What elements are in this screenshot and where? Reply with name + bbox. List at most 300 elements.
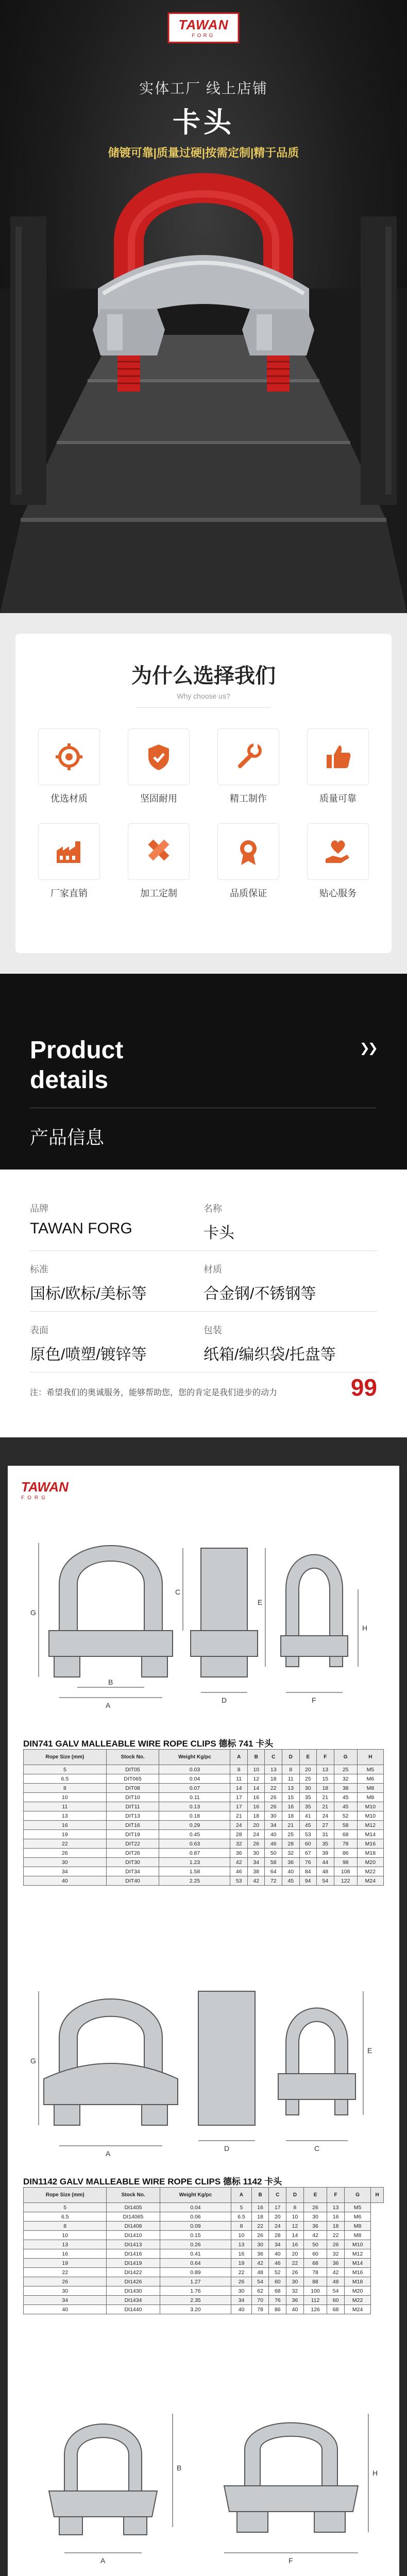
table-cell: M14: [344, 2259, 370, 2268]
table-cell: 40: [24, 1876, 107, 1886]
why-item-durable: [125, 728, 192, 805]
table-cell: M20: [357, 1858, 383, 1867]
details-title-line1: Product: [30, 1037, 124, 1064]
svg-text:E: E: [258, 1598, 263, 1606]
table-cell: 76: [269, 2296, 286, 2305]
table-cell: 27: [317, 1821, 334, 1830]
table-cell: 0.26: [160, 2240, 231, 2249]
why-item-material: [36, 728, 103, 805]
table-cell: DIT05: [106, 1765, 159, 1774]
table-cell: DIT065: [106, 1774, 159, 1784]
table-cell: 53: [299, 1830, 317, 1839]
table-cell: 0.04: [159, 1774, 230, 1784]
table-cell: 48: [251, 2268, 269, 2277]
column-header: E: [299, 1750, 317, 1765]
table-cell: 42: [251, 2259, 269, 2268]
table-cell: 24: [230, 1821, 248, 1830]
heart-hand-icon: [307, 823, 369, 880]
table-cell: 54: [327, 2286, 345, 2296]
hero-banner: [0, 0, 407, 613]
table-cell: 68: [334, 1830, 357, 1839]
table-cell: 36: [303, 2222, 327, 2231]
table-cell: 68: [303, 2259, 327, 2268]
table-cell: M22: [344, 2296, 370, 2305]
svg-text:D: D: [222, 1696, 227, 1704]
info-value: 原色/喷塑/镀锌等: [30, 1346, 147, 1363]
table-cell: 28: [269, 2231, 286, 2240]
info-cell-standard: [30, 1251, 204, 1312]
table-cell: 26: [251, 2231, 269, 2240]
table-caption-din741: DIN741 GALV MALLEABLE WIRE ROPE CLIPS 德标 741 卡头: [23, 1739, 274, 1749]
table-cell: 13: [24, 1811, 107, 1821]
table-cell: 0.03: [159, 1765, 230, 1774]
brand-sub: FORG: [192, 33, 215, 39]
column-header: Weight Kg/pc: [160, 2188, 231, 2203]
table-cell: 54: [251, 2277, 269, 2286]
table-cell: 19: [24, 1830, 107, 1839]
table-cell: 0.45: [159, 1830, 230, 1839]
table-row: [24, 2249, 384, 2259]
shield-icon: [128, 728, 190, 785]
table-cell: 38: [334, 1784, 357, 1793]
table-cell: 15: [282, 1793, 300, 1802]
table-cell: 1.23: [159, 1858, 230, 1867]
table-cell: M8: [357, 1793, 383, 1802]
table-cell: 26: [231, 2277, 252, 2286]
table-cell: DI1413: [107, 2240, 160, 2249]
table-cell: 6.5: [231, 2212, 252, 2222]
column-header: F: [317, 1750, 334, 1765]
table-cell: 24: [317, 1811, 334, 1821]
table-cell: 18: [265, 1774, 282, 1784]
table-cell: 16: [247, 1793, 265, 1802]
table-cell: M16: [344, 2268, 370, 2277]
table-cell: 34: [24, 1867, 107, 1876]
details-subtitle: 产品信息: [30, 1127, 105, 1148]
table-cell: 40: [269, 2249, 286, 2259]
column-header: Stock No.: [106, 1750, 159, 1765]
table-cell: 34: [247, 1858, 265, 1867]
table-cell: 38: [247, 1867, 265, 1876]
spec-tables-section: [0, 1437, 407, 2576]
table-cell: 52: [269, 2268, 286, 2277]
table-cell: 42: [230, 1858, 248, 1867]
table-cell: 26: [327, 2240, 345, 2249]
table-cell: 40: [231, 2305, 252, 2314]
why-item-service: [304, 823, 371, 900]
table-cell: 16: [327, 2212, 345, 2222]
table-cell: 14: [247, 1784, 265, 1793]
product-details-header: [0, 974, 407, 1170]
info-key: 品牌: [30, 1204, 48, 1214]
ruler-pencil-icon: [128, 823, 190, 880]
table-cell: 34: [265, 1821, 282, 1830]
table-row: [24, 1784, 384, 1793]
table-cell: M12: [344, 2249, 370, 2259]
info-row: [30, 1190, 377, 1251]
table-cell: 24: [247, 1830, 265, 1839]
double-chevron-icon: ❯❯: [359, 1041, 376, 1055]
info-key: 标准: [30, 1264, 48, 1275]
din741-diagram: [28, 1512, 379, 1728]
table-cell: 42: [247, 1876, 265, 1886]
table-row: [24, 2259, 384, 2268]
why-item-factory: [36, 823, 103, 900]
table-cell: 19: [24, 2259, 107, 2268]
badge-icon: [217, 823, 279, 880]
table-row: [24, 1849, 384, 1858]
table-cell: 8: [282, 1765, 300, 1774]
table-cell: 31: [317, 1830, 334, 1839]
table-row: [24, 1876, 384, 1886]
table-row: [24, 1867, 384, 1876]
table-cell: 22: [265, 1784, 282, 1793]
table-cell: 26: [303, 2203, 327, 2212]
why-item-reliable: [304, 728, 371, 805]
table-cell: 16: [251, 2203, 269, 2212]
table-cell: 10: [247, 1765, 265, 1774]
table-cell: DI1408: [107, 2222, 160, 2231]
table-cell: 13: [265, 1765, 282, 1774]
table-cell: 86: [334, 1849, 357, 1858]
table-cell: 32: [334, 1774, 357, 1784]
table-cell: 16: [247, 1802, 265, 1811]
table-cell: 15: [317, 1774, 334, 1784]
svg-text:G: G: [30, 1608, 36, 1617]
table-cell: 13: [24, 2240, 107, 2249]
table-cell: DI1440: [107, 2305, 160, 2314]
wrench-icon: [217, 728, 279, 785]
table-cell: 21: [230, 1811, 248, 1821]
table-row: [24, 1811, 384, 1821]
svg-text:B: B: [177, 2464, 182, 2472]
table-cell: 30: [299, 1784, 317, 1793]
table-cell: 30: [251, 2240, 269, 2249]
table-cell: DIT30: [106, 1858, 159, 1867]
table-cell: 16: [286, 2240, 304, 2249]
din1142-table: [23, 2187, 384, 2314]
table-cell: 52: [334, 1811, 357, 1821]
din741-table: [23, 1749, 384, 1886]
table-header-row: [24, 2188, 384, 2203]
table-cell: M12: [357, 1821, 383, 1830]
column-header: G: [334, 1750, 357, 1765]
table-cell: 35: [299, 1793, 317, 1802]
table-cell: DI1416: [107, 2249, 160, 2259]
table-cell: 11: [230, 1774, 248, 1784]
table-cell: 30: [247, 1849, 265, 1858]
why-label: 坚固耐用: [140, 793, 177, 804]
table-cell: DIT13: [106, 1811, 159, 1821]
table-cell: 18: [247, 1811, 265, 1821]
table-cell: 78: [303, 2268, 327, 2277]
why-card: [15, 634, 392, 953]
column-header: Stock No.: [107, 2188, 160, 2203]
table-cell: 32: [230, 1839, 248, 1849]
why-item-quality: [215, 823, 282, 900]
table-cell: 35: [299, 1802, 317, 1811]
table-cell: 35: [317, 1839, 334, 1849]
table-cell: M10: [357, 1811, 383, 1821]
table-cell: 22: [24, 1839, 107, 1849]
table-cell: 17: [230, 1802, 248, 1811]
table-cell: 13: [317, 1765, 334, 1774]
table-cell: 0.89: [160, 2268, 231, 2277]
table-cell: 32: [286, 2286, 304, 2296]
table-row: [24, 1765, 384, 1774]
svg-text:F: F: [312, 1696, 316, 1704]
table-cell: 22: [327, 2231, 345, 2240]
info-key: 名称: [204, 1204, 222, 1214]
info-row: [30, 1312, 377, 1372]
column-header: B: [251, 2188, 269, 2203]
table-cell: 1.58: [159, 1867, 230, 1876]
column-header: G: [344, 2188, 370, 2203]
table-header-row: [24, 1750, 384, 1765]
table-cell: 12: [286, 2222, 304, 2231]
table-cell: 30: [24, 1858, 107, 1867]
table-cell: 21: [317, 1793, 334, 1802]
table-cell: 22: [251, 2222, 269, 2231]
table-cell: 30: [24, 2286, 107, 2296]
table-cell: 72: [265, 1876, 282, 1886]
table-cell: DI1422: [107, 2268, 160, 2277]
table-cell: 16: [282, 1802, 300, 1811]
info-cell-material: [204, 1251, 377, 1312]
table-cell: 0.15: [160, 2231, 231, 2240]
table-cell: M24: [357, 1876, 383, 1886]
column-header: Weight Kg/pc: [159, 1750, 230, 1765]
column-header: H: [357, 1750, 383, 1765]
table-caption-din1142: DIN1142 GALV MALLEABLE WIRE ROPE CLIPS 德标 1142 卡头: [23, 2177, 282, 2187]
table-cell: 8: [24, 2222, 107, 2231]
table-cell: 45: [282, 1876, 300, 1886]
table-cell: 26: [265, 1802, 282, 1811]
why-item-craft: [215, 728, 282, 805]
table-cell: DI1410: [107, 2231, 160, 2240]
table-cell: 20: [299, 1765, 317, 1774]
hero-tags: 储镀可靠|质量过硬|按需定制|精于品质: [108, 146, 299, 159]
svg-text:G: G: [30, 2057, 36, 2065]
info-row: [30, 1251, 377, 1312]
why-item-custom: [125, 823, 192, 900]
table-cell: M20: [344, 2286, 370, 2296]
table-cell: 67: [299, 1849, 317, 1858]
table-row: [24, 1858, 384, 1867]
table-cell: 8: [230, 1765, 248, 1774]
why-label: 贴心服务: [319, 888, 357, 899]
svg-text:A: A: [106, 2149, 111, 2158]
table-cell: 76: [299, 1858, 317, 1867]
table-cell: 28: [230, 1830, 248, 1839]
table-cell: 32: [282, 1849, 300, 1858]
table-cell: 58: [334, 1821, 357, 1830]
svg-text:H: H: [362, 1624, 368, 1632]
svg-text:C: C: [314, 2144, 320, 2153]
brand-name: TAWAN: [178, 17, 229, 32]
table-row: [24, 2296, 384, 2305]
table-cell: 98: [334, 1858, 357, 1867]
table-cell: 2.25: [159, 1876, 230, 1886]
table-cell: 0.64: [160, 2259, 231, 2268]
table-cell: 62: [251, 2286, 269, 2296]
table-cell: M5: [344, 2203, 370, 2212]
table-cell: DIT08: [106, 1784, 159, 1793]
table-cell: 21: [282, 1821, 300, 1830]
table-cell: M22: [357, 1867, 383, 1876]
table-cell: 88: [303, 2277, 327, 2286]
table-cell: 17: [269, 2203, 286, 2212]
table-cell: 36: [251, 2249, 269, 2259]
table-cell: 26: [247, 1839, 265, 1849]
info-value: 纸箱/编织袋/托盘等: [204, 1346, 336, 1363]
svg-text:H: H: [372, 2469, 378, 2477]
svg-text:C: C: [175, 1588, 181, 1596]
table-cell: 12: [247, 1774, 265, 1784]
table-cell: 68: [327, 2305, 345, 2314]
column-header: D: [282, 1750, 300, 1765]
table-row: [24, 2212, 384, 2222]
column-header: A: [231, 2188, 252, 2203]
table-cell: 36: [286, 2296, 304, 2305]
table-row: [24, 1839, 384, 1849]
table-cell: 39: [317, 1849, 334, 1858]
details-title: [30, 1036, 123, 1095]
why-label: 加工定制: [140, 888, 177, 899]
table-cell: 48: [317, 1867, 334, 1876]
table-cell: M10: [344, 2240, 370, 2249]
table-cell: 11: [24, 1802, 107, 1811]
table-cell: DI1430: [107, 2286, 160, 2296]
table-cell: 45: [334, 1802, 357, 1811]
brand-logo: [21, 1479, 69, 1501]
table-cell: 100: [303, 2286, 327, 2296]
table-cell: M8: [357, 1784, 383, 1793]
column-header: Rope Size (mm): [24, 1750, 107, 1765]
info-key: 表面: [30, 1325, 48, 1335]
table-cell: M8: [344, 2231, 370, 2240]
table-cell: 24: [269, 2222, 286, 2231]
table-cell: 45: [334, 1793, 357, 1802]
table-cell: 0.41: [160, 2249, 231, 2259]
table-cell: 36: [282, 1858, 300, 1867]
table-cell: DI14065: [107, 2212, 160, 2222]
table-cell: M8: [344, 2222, 370, 2231]
table-cell: 19: [231, 2259, 252, 2268]
table-cell: DIT34: [106, 1867, 159, 1876]
table-cell: 48: [327, 2277, 345, 2286]
table-cell: 20: [269, 2212, 286, 2222]
brand-logo: [168, 12, 240, 43]
table-cell: 30: [265, 1811, 282, 1821]
table-cell: 18: [317, 1784, 334, 1793]
table-cell: 26: [265, 1793, 282, 1802]
table-cell: 10: [24, 1793, 107, 1802]
column-header: D: [286, 2188, 304, 2203]
table-cell: 22: [286, 2259, 304, 2268]
table-cell: 40: [265, 1830, 282, 1839]
table-cell: 0.04: [160, 2203, 231, 2212]
table-cell: 1.76: [160, 2286, 231, 2296]
table-cell: DIT40: [106, 1876, 159, 1886]
table-cell: 25: [299, 1774, 317, 1784]
table-cell: DI1405: [107, 2203, 160, 2212]
details-title-line2: details: [30, 1066, 109, 1094]
gear-icon: [38, 728, 100, 785]
table-cell: 54: [317, 1876, 334, 1886]
table-cell: 36: [230, 1849, 248, 1858]
table-cell: M6: [344, 2212, 370, 2222]
table-cell: M6: [357, 1774, 383, 1784]
table-cell: 1.27: [160, 2277, 231, 2286]
table-cell: 5: [231, 2203, 252, 2212]
why-title: 为什么选择我们: [131, 665, 276, 687]
table-cell: 0.63: [159, 1839, 230, 1849]
table-cell: 40: [282, 1867, 300, 1876]
table-cell: DI1434: [107, 2296, 160, 2305]
column-header: B: [247, 1750, 265, 1765]
table-cell: 6.5: [24, 2212, 107, 2222]
column-header: F: [327, 2188, 345, 2203]
table-cell: 94: [299, 1876, 317, 1886]
brand-sub: FORG: [21, 1495, 48, 1501]
din1142-diagram: [28, 1960, 379, 2166]
table-cell: DIT26: [106, 1849, 159, 1858]
table-cell: 0.18: [159, 1811, 230, 1821]
table-cell: 41: [299, 1811, 317, 1821]
table-cell: 16: [24, 2249, 107, 2259]
spec-sheet: [8, 1466, 399, 2576]
table-cell: M10: [357, 1802, 383, 1811]
svg-text:B: B: [108, 1678, 113, 1686]
table-cell: DI1426: [107, 2277, 160, 2286]
thumbs-up-icon: [307, 728, 369, 785]
info-value: 卡头: [204, 1225, 234, 1242]
table-cell: 17: [230, 1793, 248, 1802]
table-cell: 86: [269, 2305, 286, 2314]
table-cell: 44: [317, 1858, 334, 1867]
table-cell: 32: [327, 2249, 345, 2259]
table-cell: 126: [303, 2305, 327, 2314]
table-cell: 78: [334, 1839, 357, 1849]
info-key: 包装: [204, 1325, 222, 1335]
table-cell: 16: [231, 2249, 252, 2259]
table-row: [24, 2231, 384, 2240]
table-cell: 11: [282, 1774, 300, 1784]
table-cell: M14: [357, 1830, 383, 1839]
table-cell: 0.11: [159, 1793, 230, 1802]
table-cell: 50: [303, 2240, 327, 2249]
table-cell: 30: [286, 2277, 304, 2286]
table-cell: 36: [327, 2259, 345, 2268]
column-header: Rope Size (mm): [24, 2188, 107, 2203]
product-info: [0, 1170, 407, 1437]
svg-text:A: A: [106, 1701, 111, 1709]
table-cell: 8: [286, 2203, 304, 2212]
table-cell: 13: [231, 2240, 252, 2249]
table-cell: 10: [231, 2231, 252, 2240]
table-row: [24, 2286, 384, 2296]
table-cell: 6.5: [24, 1774, 107, 1784]
table-cell: 108: [334, 1867, 357, 1876]
info-note: 注：希望我们的奥诚服务，能够帮助您，您的肯定是我们进步的动力: [30, 1388, 278, 1397]
table-cell: 122: [334, 1876, 357, 1886]
column-header: E: [303, 2188, 327, 2203]
g450-diagram: [28, 2393, 379, 2576]
svg-text:F: F: [289, 2556, 293, 2565]
table-cell: 5: [24, 1765, 107, 1774]
table-cell: 46: [269, 2259, 286, 2268]
